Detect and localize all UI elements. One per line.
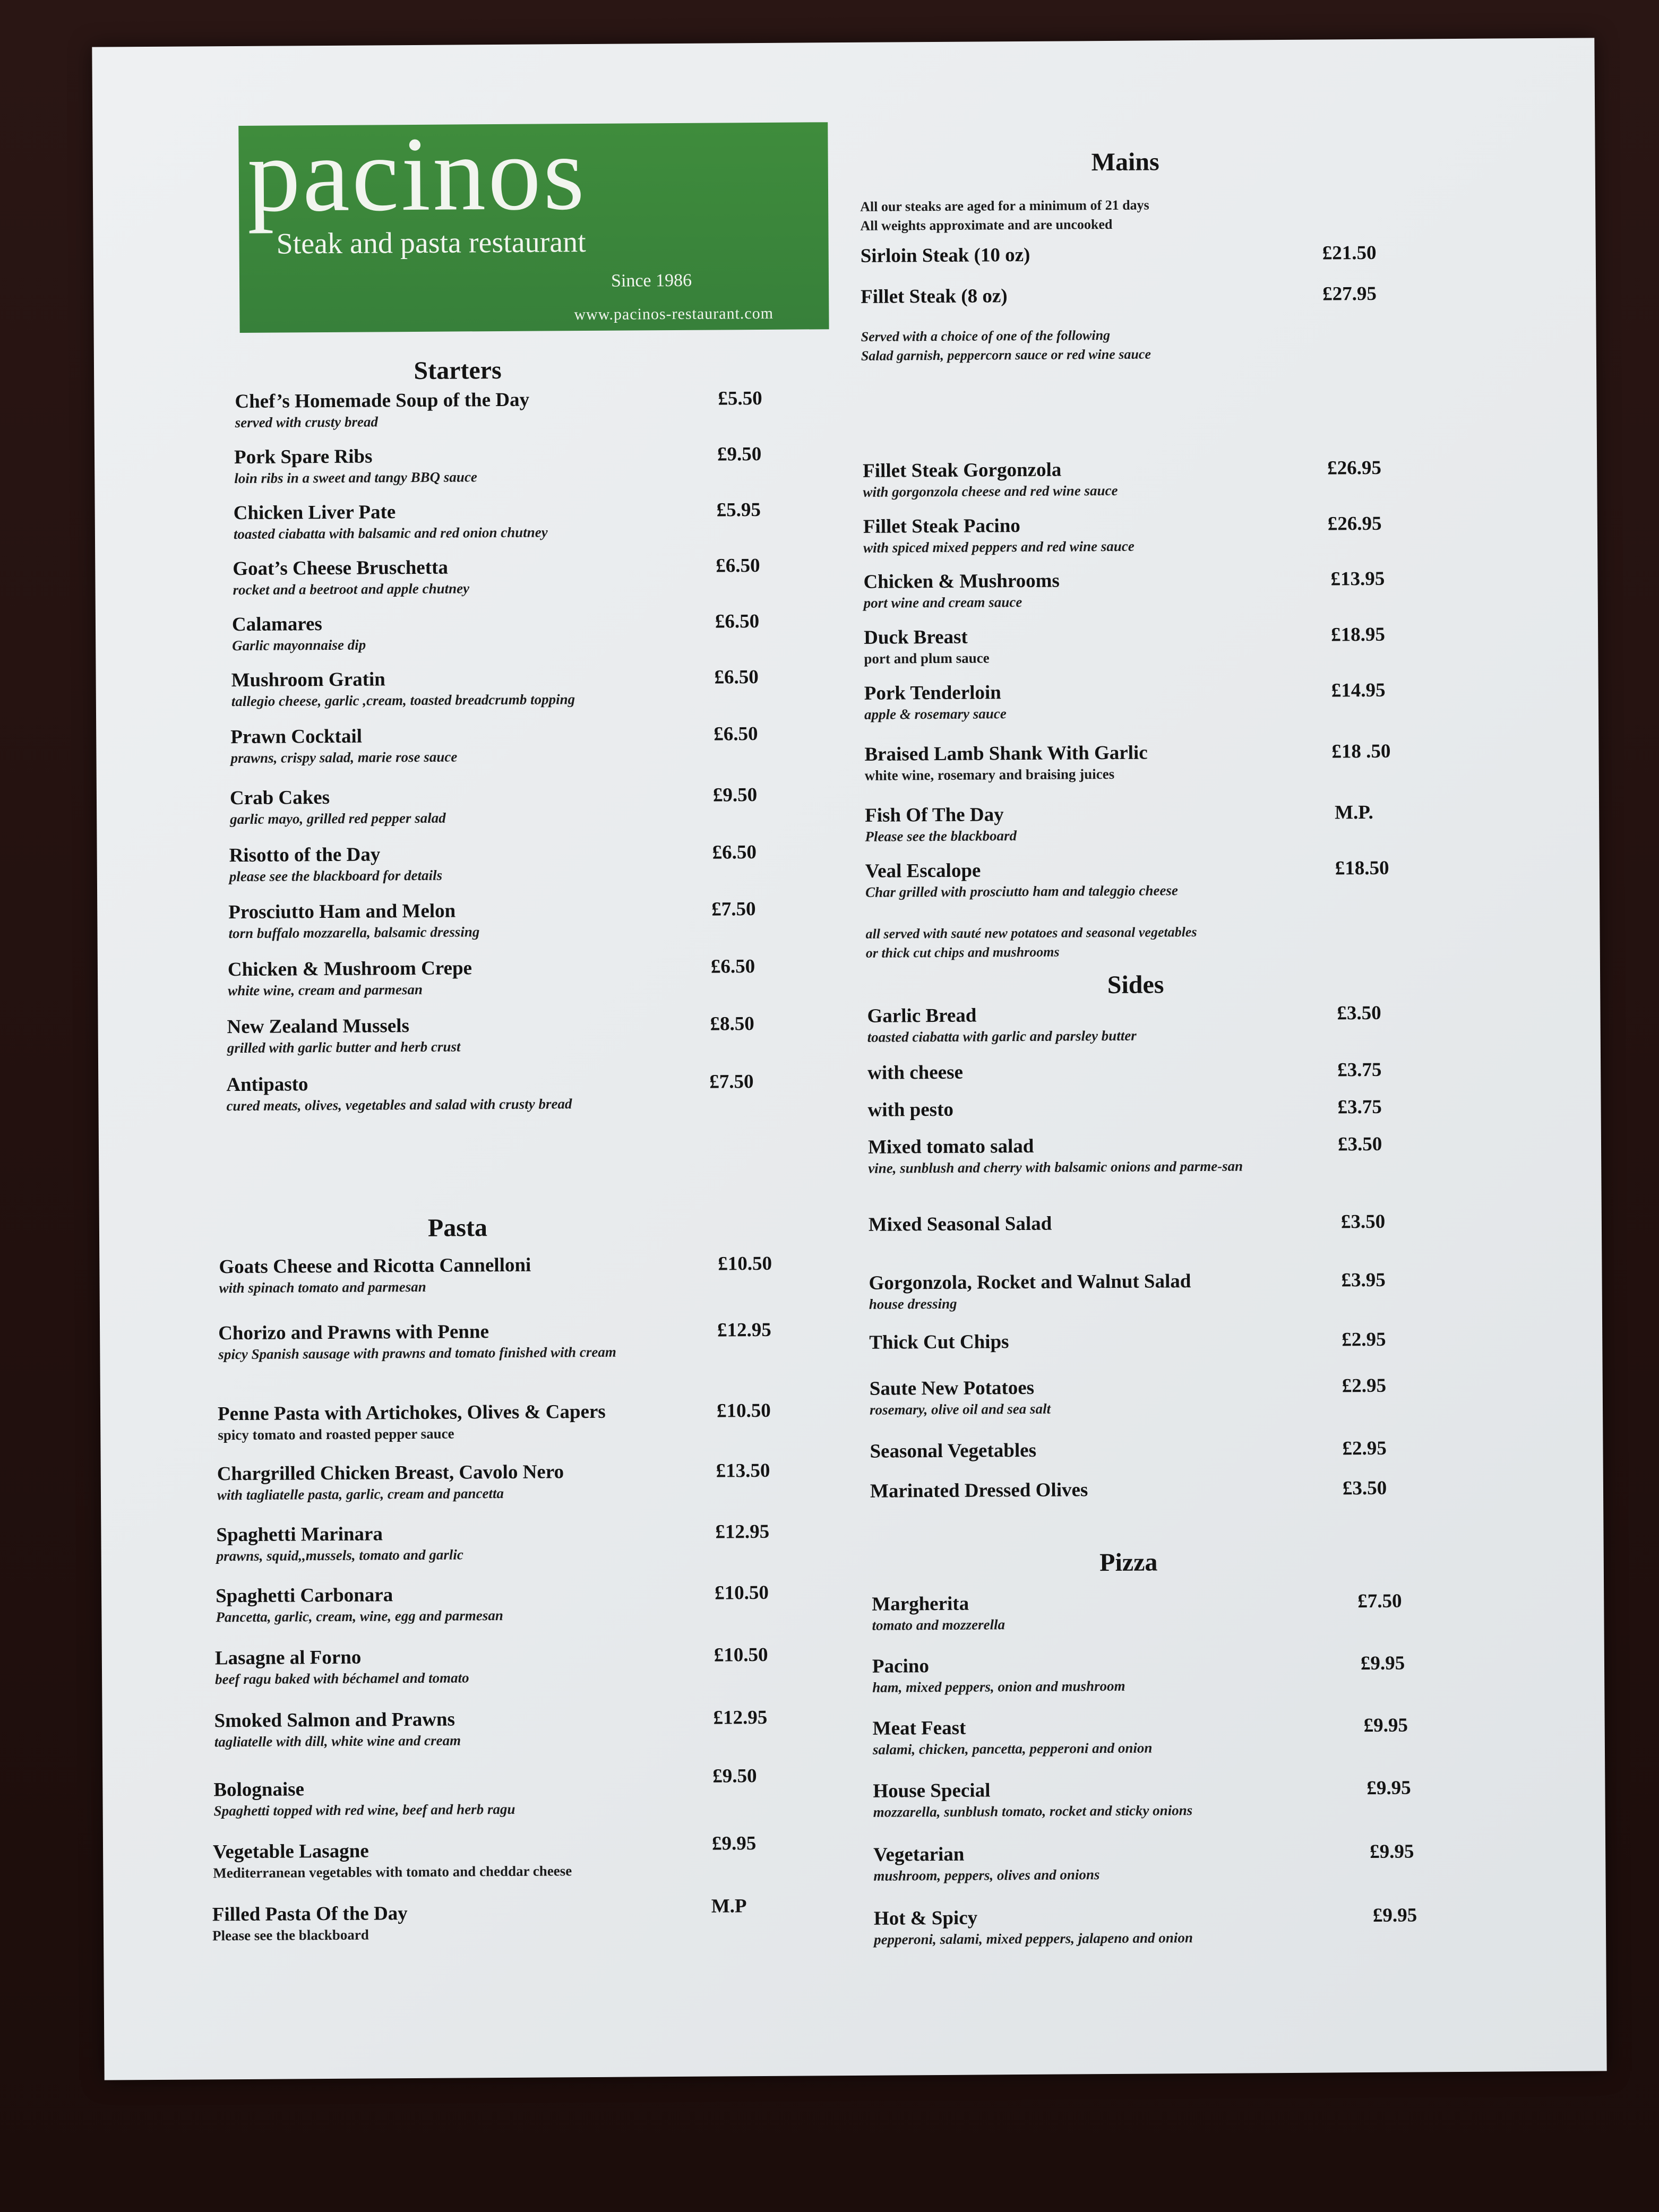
menu-item (232, 610, 816, 655)
item-price: £26.95 (1327, 512, 1382, 535)
item-desc: rosemary, olive oil and sea salt (869, 1400, 1051, 1418)
item-name: Vegetable Lasagne (212, 1840, 369, 1863)
item-desc: port wine and cream sauce (863, 593, 1022, 611)
menu-item (867, 1059, 1451, 1084)
menu-item (219, 1253, 819, 1297)
item-desc: torn buffalo mozzarella, balsamic dressing (228, 923, 480, 941)
starters-heading: Starters (414, 356, 502, 385)
item-price: £3.50 (1340, 1210, 1386, 1233)
website-link[interactable]: www.pacinos-restaurant.com (574, 304, 774, 324)
item-price: £2.95 (1342, 1328, 1386, 1351)
mains-outro-line: all served with sauté new potatoes and seasonal vegetables (865, 924, 1197, 942)
menu-item (228, 956, 812, 1000)
item-price: £14.95 (1331, 679, 1386, 702)
item-name: Marinated Dressed Olives (870, 1479, 1088, 1502)
menu-item (868, 1133, 1452, 1178)
item-name: Bolognaise (213, 1778, 305, 1801)
brand-name: pacinos (247, 114, 587, 234)
item-desc: tagliatelle with dill, white wine and cream (214, 1732, 461, 1750)
menu-item (872, 1652, 1467, 1697)
item-price: £3.75 (1337, 1096, 1382, 1118)
item-name: Spaghetti Marinara (216, 1523, 383, 1546)
item-price: £6.50 (715, 610, 760, 633)
item-price: £8.50 (710, 1013, 754, 1035)
item-name: Vegetarian (873, 1843, 965, 1866)
menu-item (867, 1096, 1451, 1121)
item-name: Lasagne al Forno (214, 1646, 362, 1669)
item-price: £5.50 (718, 387, 762, 410)
item-price: £3.50 (1342, 1477, 1387, 1500)
item-desc: beef ragu baked with béchamel and tomato (215, 1669, 469, 1688)
menu-sheet (92, 38, 1606, 2080)
menu-item (212, 1895, 812, 1945)
item-price: £2.95 (1342, 1374, 1387, 1397)
item-price: £18 .50 (1331, 740, 1391, 763)
item-desc: rocket and a beetroot and apple chutney (233, 580, 470, 598)
menu-item (863, 457, 1447, 502)
item-price: £2.95 (1342, 1437, 1387, 1460)
steak-note-line: Salad garnish, peppercorn sauce or red wine sauce (861, 346, 1151, 364)
steak-note-line: Served with a choice of one of the following (861, 327, 1111, 345)
item-price: £13.95 (1330, 567, 1385, 590)
item-name: Chicken & Mushrooms (863, 570, 1060, 593)
mains-intro (860, 194, 1338, 236)
menu-item (869, 1211, 1452, 1236)
item-desc: with tagliatelle pasta, garlic, cream and pancetta (217, 1485, 504, 1503)
item-price: £9.95 (1360, 1652, 1405, 1675)
item-desc: white wine, cream and parmesan (228, 981, 423, 999)
item-name: Goat’s Cheese Bruschetta (233, 556, 449, 580)
item-desc: Please see the blackboard (865, 827, 1017, 845)
item-price: M.P (711, 1895, 747, 1917)
item-price: £18.50 (1335, 857, 1389, 880)
mains-intro-line: All our steaks are aged for a minimum of 21 days (860, 197, 1149, 214)
item-name: Chicken & Mushroom Crepe (227, 957, 472, 981)
item-name: Pork Tenderloin (864, 682, 1001, 704)
menu-item (216, 1582, 815, 1626)
item-desc: Garlic mayonnaise dip (232, 636, 366, 653)
menu-item (865, 802, 1449, 846)
item-price: £13.50 (716, 1459, 770, 1482)
item-name: Goats Cheese and Ricotta Cannelloni (219, 1254, 531, 1278)
item-price: £18.95 (1331, 623, 1386, 646)
mains-intro-line: All weights approximate and are uncooked (860, 217, 1113, 234)
menu-item (861, 242, 1445, 267)
item-name: Chicken Liver Pate (233, 501, 396, 524)
menu-item (230, 723, 814, 768)
item-desc: salami, chicken, pancetta, pepperoni and onion (872, 1740, 1153, 1758)
menu-item (873, 1715, 1467, 1759)
menu-item (215, 1644, 815, 1689)
menu-item (233, 555, 816, 599)
item-price: £12.95 (713, 1706, 768, 1729)
item-price: £7.50 (709, 1071, 754, 1093)
menu-item (870, 1438, 1454, 1462)
item-price: £9.95 (1366, 1777, 1411, 1800)
item-name: Penne Pasta with Artichokes, Olives & Capers (217, 1400, 606, 1425)
menu-item (864, 624, 1448, 668)
steak-sauce-note (861, 324, 1339, 366)
mains-outro-line: or thick cut chips and mushrooms (865, 944, 1060, 961)
item-price: M.P. (1335, 801, 1373, 824)
item-name: Prosciutto Ham and Melon (228, 900, 456, 924)
item-desc: white wine, rosemary and braising juices (864, 765, 1115, 784)
item-name: Margherita (872, 1593, 969, 1615)
menu-item (218, 1319, 818, 1364)
item-name: Pork Spare Ribs (234, 445, 373, 469)
menu-item (874, 1905, 1468, 1949)
menu-item (870, 1477, 1454, 1502)
mains-heading: Mains (1091, 148, 1159, 177)
item-name: Hot & Spicy (873, 1907, 978, 1930)
item-desc: apple & rosemary sauce (864, 705, 1007, 722)
item-name: Chef’s Homemade Soup of the Day (235, 389, 530, 413)
item-name: Thick Cut Chips (869, 1331, 1009, 1354)
menu-item (863, 513, 1447, 557)
item-name: Veal Escalope (865, 859, 981, 882)
item-name: Fillet Steak (8 oz) (861, 285, 1008, 308)
menu-item (216, 1521, 816, 1565)
item-desc: spicy tomato and roasted pepper sauce (218, 1425, 454, 1443)
item-desc: Char grilled with prosciutto ham and taleggio cheese (865, 882, 1178, 900)
menu-item (869, 1329, 1453, 1354)
menu-item (231, 666, 815, 711)
menu-item (867, 1002, 1451, 1047)
item-price: £6.50 (714, 723, 758, 745)
item-price: £6.50 (716, 555, 760, 577)
menu-item (864, 679, 1448, 724)
item-name: with cheese (867, 1061, 964, 1084)
item-price: £21.50 (1322, 242, 1377, 264)
item-desc: garlic mayo, grilled red pepper salad (230, 810, 446, 827)
item-name: Spaghetti Carbonara (216, 1584, 393, 1607)
item-desc: prawns, crispy salad, marie rose sauce (230, 748, 458, 766)
menu-item (873, 1841, 1468, 1886)
item-desc: with spiced mixed peppers and red wine sauce (863, 538, 1134, 556)
item-price: £9.95 (1370, 1840, 1414, 1863)
menu-item (869, 1269, 1452, 1314)
item-price: £9.50 (712, 1765, 757, 1787)
item-name: Sirloin Steak (10 oz) (860, 244, 1030, 267)
item-name: Garlic Bread (867, 1004, 977, 1027)
item-price: £3.50 (1337, 1133, 1382, 1156)
item-desc: port and plum sauce (864, 650, 990, 667)
pizza-heading: Pizza (1099, 1548, 1158, 1577)
menu-item (864, 741, 1448, 785)
menu-item (865, 857, 1449, 902)
item-desc: Mediterranean vegetables with tomato and cheddar cheese (213, 1862, 572, 1881)
menu-item (873, 1777, 1467, 1822)
item-price: £9.95 (1363, 1714, 1408, 1737)
item-name: House Special (873, 1779, 991, 1802)
pasta-heading: Pasta (427, 1213, 488, 1242)
item-name: Pacino (872, 1655, 930, 1677)
brand-since: Since 1986 (611, 270, 692, 291)
menu-item (863, 568, 1447, 613)
item-name: Mixed Seasonal Salad (868, 1212, 1052, 1236)
item-name: Fillet Steak Gorgonzola (863, 459, 1062, 482)
item-name: Mushroom Gratin (231, 668, 385, 692)
menu-item (218, 1400, 818, 1444)
item-name: New Zealand Mussels (227, 1015, 410, 1038)
item-price: £26.95 (1327, 457, 1382, 479)
item-price: £6.50 (714, 666, 759, 688)
item-desc: spicy Spanish sausage with prawns and tomato finished with cream (218, 1344, 616, 1362)
item-name: Antipasto (226, 1073, 308, 1096)
brand-tagline: Steak and pasta restaurant (276, 226, 586, 261)
item-price: £9.95 (711, 1832, 757, 1855)
item-desc: vine, sunblush and cherry with balsamic onions and parme-san (868, 1158, 1243, 1176)
item-name: Chargrilled Chicken Breast, Cavolo Nero (217, 1461, 564, 1485)
item-name: Smoked Salmon and Prawns (214, 1708, 455, 1732)
menu-item (227, 1013, 811, 1057)
item-name: Seasonal Vegetables (870, 1439, 1037, 1462)
menu-item (235, 388, 819, 432)
item-name: Calamares (231, 613, 323, 636)
item-name: Meat Feast (872, 1717, 966, 1740)
item-desc: served with crusty bread (235, 414, 378, 431)
item-desc: cured meats, olives, vegetables and salad with crusty bread (226, 1095, 572, 1114)
menu-item (214, 1707, 814, 1751)
item-desc: with gorgonzola cheese and red wine sauce (863, 482, 1118, 500)
item-name: Braised Lamb Shank With Garlic (864, 742, 1148, 765)
item-price: £5.95 (716, 499, 761, 521)
item-desc: grilled with garlic butter and herb crust (227, 1038, 461, 1056)
item-price: £3.50 (1337, 1002, 1381, 1025)
item-name: Mixed tomato salad (867, 1135, 1034, 1158)
item-desc: ham, mixed peppers, onion and mushroom (872, 1677, 1125, 1695)
item-price: £10.50 (715, 1581, 769, 1604)
item-desc: prawns, squid,,mussels, tomato and garlic (216, 1546, 463, 1564)
item-desc: Spaghetti topped with red wine, beef and herb ragu (213, 1801, 515, 1819)
item-price: £9.50 (712, 784, 758, 806)
item-name: with pesto (867, 1098, 954, 1121)
menu-item (234, 499, 818, 544)
item-price: £6.50 (712, 841, 757, 864)
item-price: £7.50 (1357, 1590, 1402, 1613)
item-price: £10.50 (716, 1399, 771, 1422)
item-desc: loin ribs in a sweet and tangy BBQ sauce (234, 468, 477, 486)
item-desc: Please see the blackboard (212, 1926, 369, 1944)
item-name: Chorizo and Prawns with Penne (218, 1321, 489, 1345)
item-desc: house dressing (869, 1295, 957, 1312)
item-desc: please see the blackboard for details (229, 867, 443, 884)
restaurant-logo (238, 114, 829, 333)
menu-item (212, 1832, 813, 1882)
item-price: £3.75 (1337, 1058, 1382, 1081)
item-price: £10.50 (718, 1252, 772, 1275)
item-price: £6.50 (710, 956, 755, 978)
sides-heading: Sides (1107, 970, 1164, 1000)
menu-item (229, 841, 813, 886)
item-name: Fish Of The Day (865, 804, 1004, 827)
item-desc: mushroom, peppers, olives and onions (873, 1866, 1100, 1884)
menu-item (234, 443, 818, 488)
item-name: Fillet Steak Pacino (863, 515, 1020, 538)
mains-served-with-note (865, 922, 1396, 963)
item-desc: mozzarella, sunblush tomato, rocket and sticky onions (873, 1802, 1193, 1820)
item-name: Saute New Potatoes (869, 1376, 1035, 1400)
menu-item (213, 1765, 813, 1820)
menu-item (230, 784, 814, 829)
item-desc: tomato and mozzerella (872, 1616, 1005, 1633)
item-name: Filled Pasta Of the Day (212, 1903, 408, 1926)
item-price: £3.95 (1341, 1269, 1386, 1292)
item-name: Crab Cakes (229, 786, 330, 810)
item-desc: Pancetta, garlic, cream, wine, egg and parmesan (216, 1607, 503, 1625)
item-name: Duck Breast (864, 626, 968, 649)
item-name: Risotto of the Day (229, 844, 381, 867)
menu-item (861, 283, 1445, 308)
item-price: £27.95 (1322, 282, 1377, 305)
item-price: £9.50 (717, 443, 762, 466)
item-price: £9.95 (1372, 1904, 1417, 1927)
item-price: £12.95 (717, 1319, 771, 1341)
menu-item (872, 1590, 1466, 1635)
menu-item (870, 1375, 1454, 1419)
item-desc: toasted ciabatta with garlic and parsley butter (867, 1027, 1137, 1045)
item-desc: pepperoni, salami, mixed peppers, jalapeno and onion (874, 1929, 1193, 1948)
item-desc: with spinach tomato and parmesan (219, 1278, 426, 1296)
item-price: £12.95 (715, 1520, 770, 1543)
menu-item (228, 898, 812, 943)
item-price: £10.50 (714, 1643, 768, 1666)
item-name: Prawn Cocktail (230, 725, 363, 748)
item-name: Gorgonzola, Rocket and Walnut Salad (869, 1270, 1191, 1294)
menu-item (217, 1460, 817, 1504)
item-desc: toasted ciabatta with balsamic and red onion chutney (233, 524, 548, 542)
menu-item (226, 1071, 837, 1115)
item-price: £7.50 (711, 898, 756, 920)
item-desc: tallegio cheese, garlic ,cream, toasted breadcrumb topping (231, 691, 575, 709)
